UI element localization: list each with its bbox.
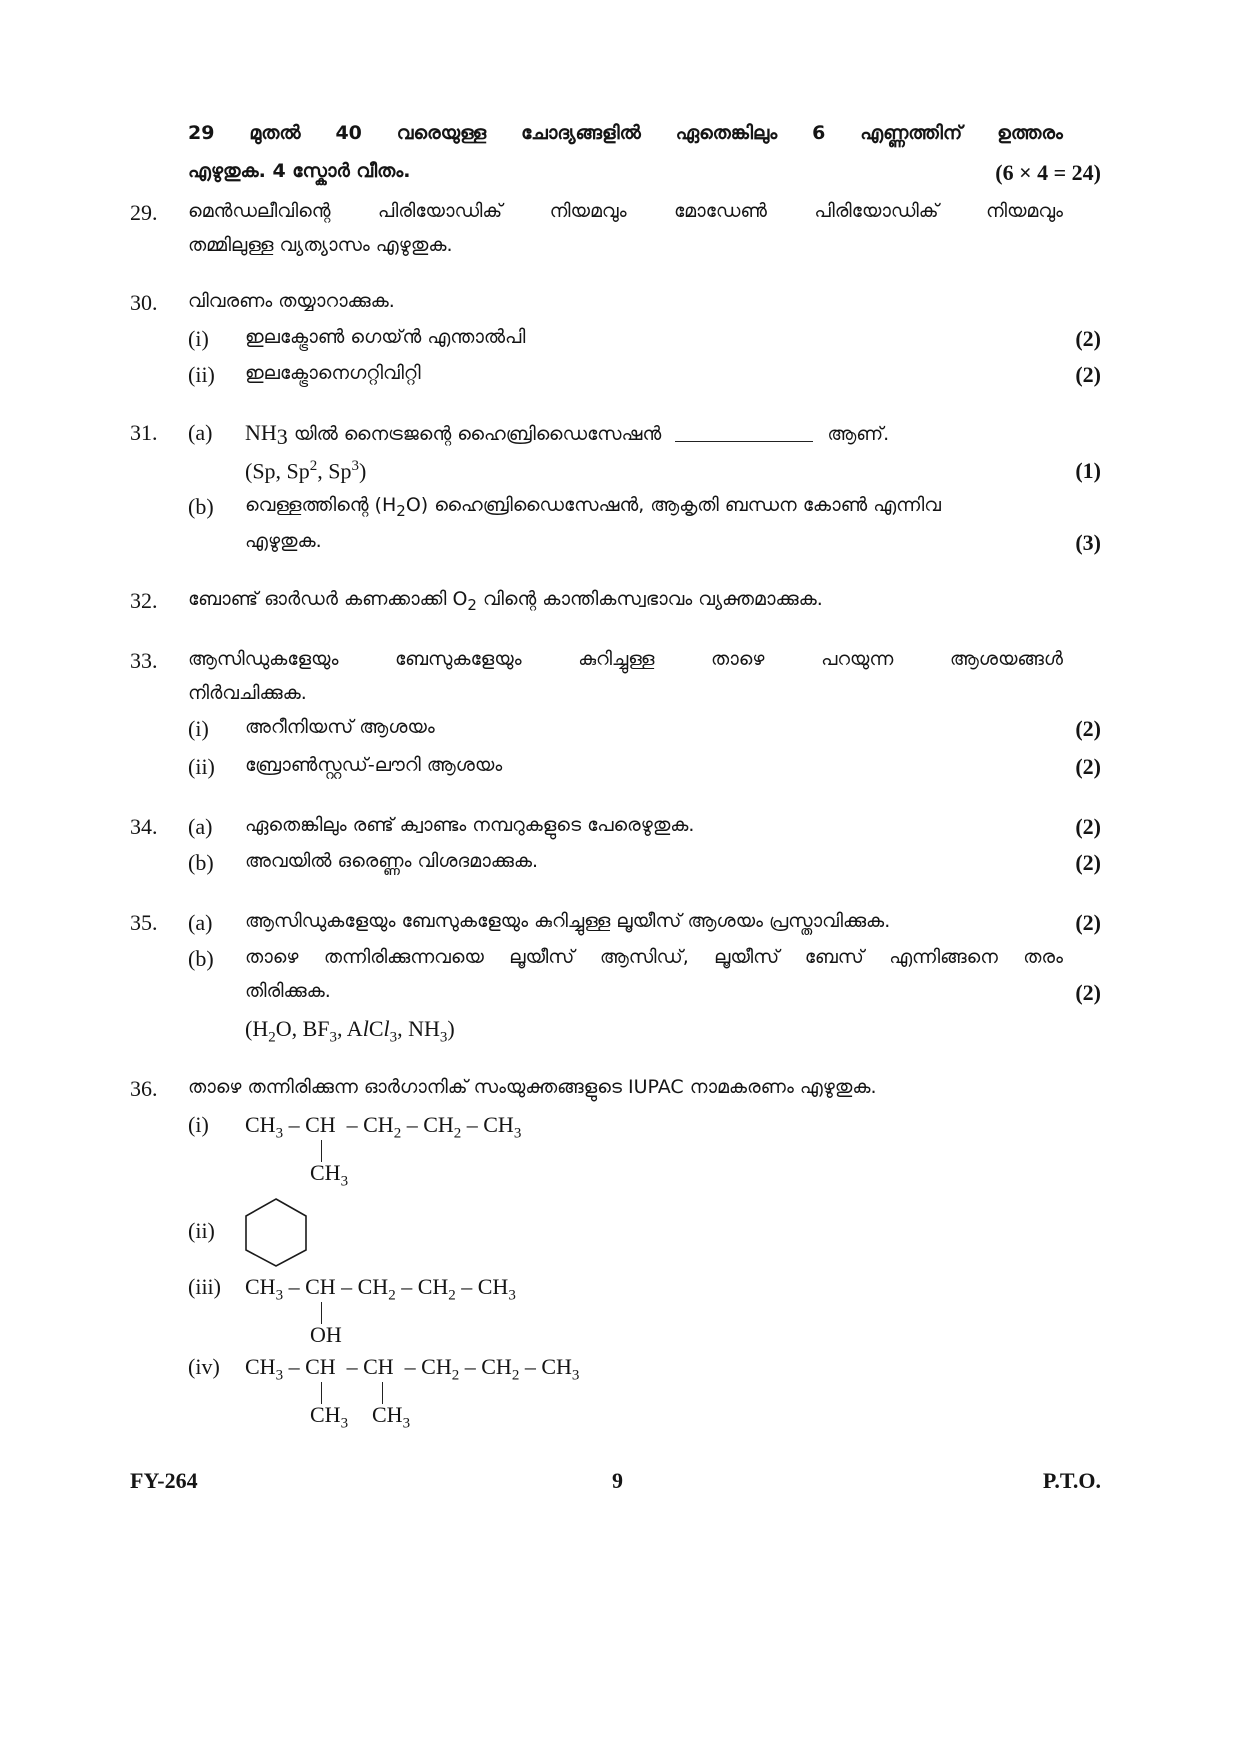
page-number: 9 xyxy=(612,1468,623,1493)
structure-i-branch xyxy=(310,1160,348,1190)
q31a-text xyxy=(245,420,889,450)
chem-part: – CH xyxy=(459,1354,512,1379)
question-number: 34. xyxy=(130,814,158,839)
structure-iv-main-chain xyxy=(245,1354,579,1384)
sub-label: (a) xyxy=(188,420,213,445)
q33-word: കുറിച്ചുള്ള xyxy=(578,648,655,670)
q33-item-text: അറീനിയസ് ആശയം xyxy=(245,716,435,738)
chem-part: – CH xyxy=(461,1112,514,1137)
q35b-line-2: തിരിക്കുക. xyxy=(245,980,331,1002)
sub-label: (b) xyxy=(188,946,214,971)
instr-word: 40 xyxy=(335,122,362,144)
instr-word: മുതൽ xyxy=(249,122,301,144)
sub-label: (b) xyxy=(188,850,214,875)
q29-word: പിരിയോഡിക് xyxy=(814,200,939,222)
bond-line xyxy=(321,1382,322,1404)
subscript: 2 xyxy=(453,1125,462,1142)
subscript: 3 xyxy=(389,1029,398,1046)
q32-part: ബോണ്ട് ഓർഡർ കണക്കാക്കി O xyxy=(188,588,468,610)
chem-part: CH xyxy=(310,1160,341,1185)
answer-blank xyxy=(675,441,813,442)
subscript: 2 xyxy=(396,501,406,520)
q33-word: താഴെ xyxy=(711,648,765,670)
question-30-text: വിവരണം തയ്യാറാക്കുക. xyxy=(188,290,395,312)
chem-part: CH xyxy=(372,1402,403,1427)
marks: (2) xyxy=(1075,716,1101,741)
q29-word: നിയമവും xyxy=(985,200,1063,222)
list-part: , A xyxy=(337,1016,363,1041)
sub-label: (i) xyxy=(188,716,209,741)
subscript: 2 xyxy=(268,1029,276,1046)
marks: (2) xyxy=(1075,362,1101,387)
q35a-text: ആസിഡുകളേയും ബേസുകളേയും കുറിച്ചുള്ള ലൂയീസ് ആശയം പ്രസ്താവിക്കുക. xyxy=(245,910,891,932)
question-number: 35. xyxy=(130,910,158,935)
q34-item-text: ഏതെങ്കിലും രണ്ട് ക്വാണ്ടം നമ്പറുകളുടെ പേരെഴുതുക. xyxy=(245,814,695,836)
instr-word: ചോദ്യങ്ങളിൽ xyxy=(521,122,641,144)
subscript: 2 xyxy=(448,1287,456,1304)
q35b-word: തന്നിരിക്കുന്നവയെ xyxy=(323,946,484,968)
instruction-line-2: എഴുതുക. 4 സ്കോർ വീതം. xyxy=(188,160,411,182)
sub-label: (a) xyxy=(188,814,213,839)
subscript: 3 xyxy=(340,1173,349,1190)
subscript: 3 xyxy=(508,1287,516,1304)
question-number: 29. xyxy=(130,200,158,225)
q35b-word: ലൂയീസ് xyxy=(714,946,780,968)
subscript: 3 xyxy=(329,1029,338,1046)
subscript: 2 xyxy=(393,1125,402,1142)
question-29-line-2: തമ്മിലുള്ള വ്യത്യാസം എഴുതുക. xyxy=(188,234,453,256)
instr-word: 6 xyxy=(812,122,826,144)
q30-item-text: ഇലക്ട്രോനെഗറ്റിവിറ്റി xyxy=(245,362,421,384)
list-part: l xyxy=(383,1016,390,1041)
q35b-word: എന്നിങ്ങനെ xyxy=(889,946,998,968)
structure-iii-main-chain xyxy=(245,1274,516,1304)
chem-part: CH xyxy=(245,1274,276,1299)
section-instruction xyxy=(188,122,1063,144)
q34-item-text: അവയിൽ ഒരെണ്ണം വിശദമാക്കുക. xyxy=(245,850,538,872)
q31b-part: O) ഹൈബ്രിഡൈസേഷൻ, ആകൃതി ബന്ധന കോൺ എന്നിവ xyxy=(405,494,941,516)
q31a-tail: ആണ്. xyxy=(821,423,890,445)
formula-nh: NH xyxy=(245,420,277,445)
q31a-options xyxy=(245,458,366,484)
subscript: 3 xyxy=(275,1287,284,1304)
instr-word: ഏതെങ്കിലും xyxy=(675,122,778,144)
please-turn-over: P.T.O. xyxy=(1042,1468,1101,1493)
option-text: ) xyxy=(359,458,367,484)
section-marks: (6 × 4 = 24) xyxy=(995,160,1101,185)
subscript: 2 xyxy=(451,1367,460,1384)
chem-part: CH xyxy=(310,1402,341,1427)
chem-part: – CH – CH xyxy=(283,1112,394,1137)
q31b-part: വെള്ളത്തിന്റെ (H xyxy=(245,494,397,516)
q35b-word: താഴെ xyxy=(245,946,299,968)
option-text: (Sp, Sp xyxy=(245,458,310,484)
subscript: 3 xyxy=(439,1029,448,1046)
sub-label: (ii) xyxy=(188,1218,215,1243)
q35b-compound-list xyxy=(245,1016,455,1046)
instr-word: 29 xyxy=(188,122,215,144)
q29-word: നിയമവും xyxy=(549,200,627,222)
list-part: O, BF xyxy=(275,1016,330,1041)
q31a-body: യിൽ നൈട്രജന്റെ ഹൈബ്രിഡൈസേഷൻ xyxy=(287,423,668,445)
q33-word: ആശയങ്ങൾ xyxy=(949,648,1063,670)
superscript: 2 xyxy=(309,458,318,474)
structure-i-main-chain xyxy=(245,1112,521,1142)
q31b-text xyxy=(245,494,941,520)
subscript: 3 xyxy=(275,1367,284,1384)
chem-part: – CH – CH xyxy=(283,1274,389,1299)
instr-word: ഉത്തരം xyxy=(997,122,1063,144)
superscript: 3 xyxy=(351,458,360,474)
marks: (1) xyxy=(1075,458,1101,483)
subscript: 2 xyxy=(511,1367,520,1384)
q35b-word: തരം xyxy=(1023,946,1063,968)
marks: (3) xyxy=(1075,530,1101,555)
q35b-line-1 xyxy=(245,946,1063,968)
subscript: 3 xyxy=(402,1415,411,1432)
sub-label: (iv) xyxy=(188,1354,220,1379)
chem-part: – CH – CH – CH xyxy=(283,1354,452,1379)
list-part: (H xyxy=(245,1016,269,1041)
question-number: 36. xyxy=(130,1076,158,1101)
q32-part: വിന്റെ കാന്തികസ്വഭാവം വ്യക്തമാക്കുക. xyxy=(476,588,823,610)
question-number: 30. xyxy=(130,290,158,315)
q29-word: പിരിയോഡിക് xyxy=(377,200,503,222)
subscript: 2 xyxy=(467,595,477,614)
cyclohexane-structure xyxy=(240,1196,312,1268)
q33-word: ബേസുകളേയും xyxy=(394,648,522,670)
question-36-text: താഴെ തന്നിരിക്കുന്ന ഓർഗാനിക് സംയുക്തങ്ങളുടെ IUPAC നാമകരണം എഴുതുക. xyxy=(188,1076,877,1098)
marks: (2) xyxy=(1075,980,1101,1005)
chem-part: – CH xyxy=(519,1354,572,1379)
instr-word: വരെയുള്ള xyxy=(396,122,487,144)
sub-label: (i) xyxy=(188,326,209,351)
subscript: 3 xyxy=(275,1125,284,1142)
q33-word: പറയുന്ന xyxy=(821,648,894,670)
marks: (2) xyxy=(1075,910,1101,935)
q35b-word: ആസിഡ്, xyxy=(599,946,689,968)
q29-word: മോഡേൺ xyxy=(673,200,767,222)
subscript: 3 xyxy=(276,424,288,450)
question-33-line-1 xyxy=(188,648,1063,670)
chem-part: – CH xyxy=(401,1112,454,1137)
chem-part: – CH xyxy=(395,1274,449,1299)
subscript: 2 xyxy=(388,1287,396,1304)
q35b-word: ലൂയീസ് xyxy=(509,946,575,968)
question-32-text xyxy=(188,588,823,614)
chem-part: CH xyxy=(245,1354,276,1379)
q33-item-text: ബ്രോൺസ്റ്റഡ്-ലൗറി ആശയം xyxy=(245,754,503,776)
sub-label: (i) xyxy=(188,1112,209,1137)
q33-word: ആസിഡുകളേയും xyxy=(188,648,339,670)
sub-label: (ii) xyxy=(188,754,215,779)
question-33-line-2: നിർവചിക്കുക. xyxy=(188,682,307,704)
marks: (2) xyxy=(1075,850,1101,875)
chem-part: – CH xyxy=(455,1274,509,1299)
question-number: 31. xyxy=(130,420,158,445)
structure-iv-branch-2 xyxy=(372,1402,410,1432)
q29-word: മെൻഡലീവിന്റെ xyxy=(188,200,331,222)
list-part: , NH xyxy=(397,1016,440,1041)
list-part: l xyxy=(362,1016,369,1041)
sub-label: (ii) xyxy=(188,362,215,387)
subscript: 3 xyxy=(513,1125,522,1142)
bond-line xyxy=(321,1140,322,1162)
option-text: , Sp xyxy=(317,458,352,484)
structure-iv-branch-1 xyxy=(310,1402,348,1432)
list-part: ) xyxy=(447,1016,455,1041)
question-29-line-1 xyxy=(188,200,1063,222)
sub-label: (b) xyxy=(188,494,214,519)
subscript: 3 xyxy=(340,1415,349,1432)
subscript: 3 xyxy=(571,1367,580,1384)
marks: (2) xyxy=(1075,754,1101,779)
structure-iii-hydroxyl: OH xyxy=(310,1322,342,1347)
bond-line xyxy=(382,1382,383,1404)
instr-word: എണ്ണത്തിന് xyxy=(860,122,963,144)
list-part: C xyxy=(368,1016,384,1041)
paper-code: FY-264 xyxy=(130,1468,198,1493)
marks: (2) xyxy=(1075,814,1101,839)
q30-item-text: ഇലക്ട്രോൺ ഗെയ്ൻ എന്താൽപി xyxy=(245,326,526,348)
bond-line xyxy=(321,1302,322,1324)
question-number: 32. xyxy=(130,588,158,613)
chem-part: CH xyxy=(245,1112,276,1137)
question-number: 33. xyxy=(130,648,158,673)
sub-label: (iii) xyxy=(188,1274,221,1299)
sub-label: (a) xyxy=(188,910,213,935)
marks: (2) xyxy=(1075,326,1101,351)
q31b-line-2: എഴുതുക. xyxy=(245,530,322,552)
q35b-word: ബേസ് xyxy=(804,946,864,968)
